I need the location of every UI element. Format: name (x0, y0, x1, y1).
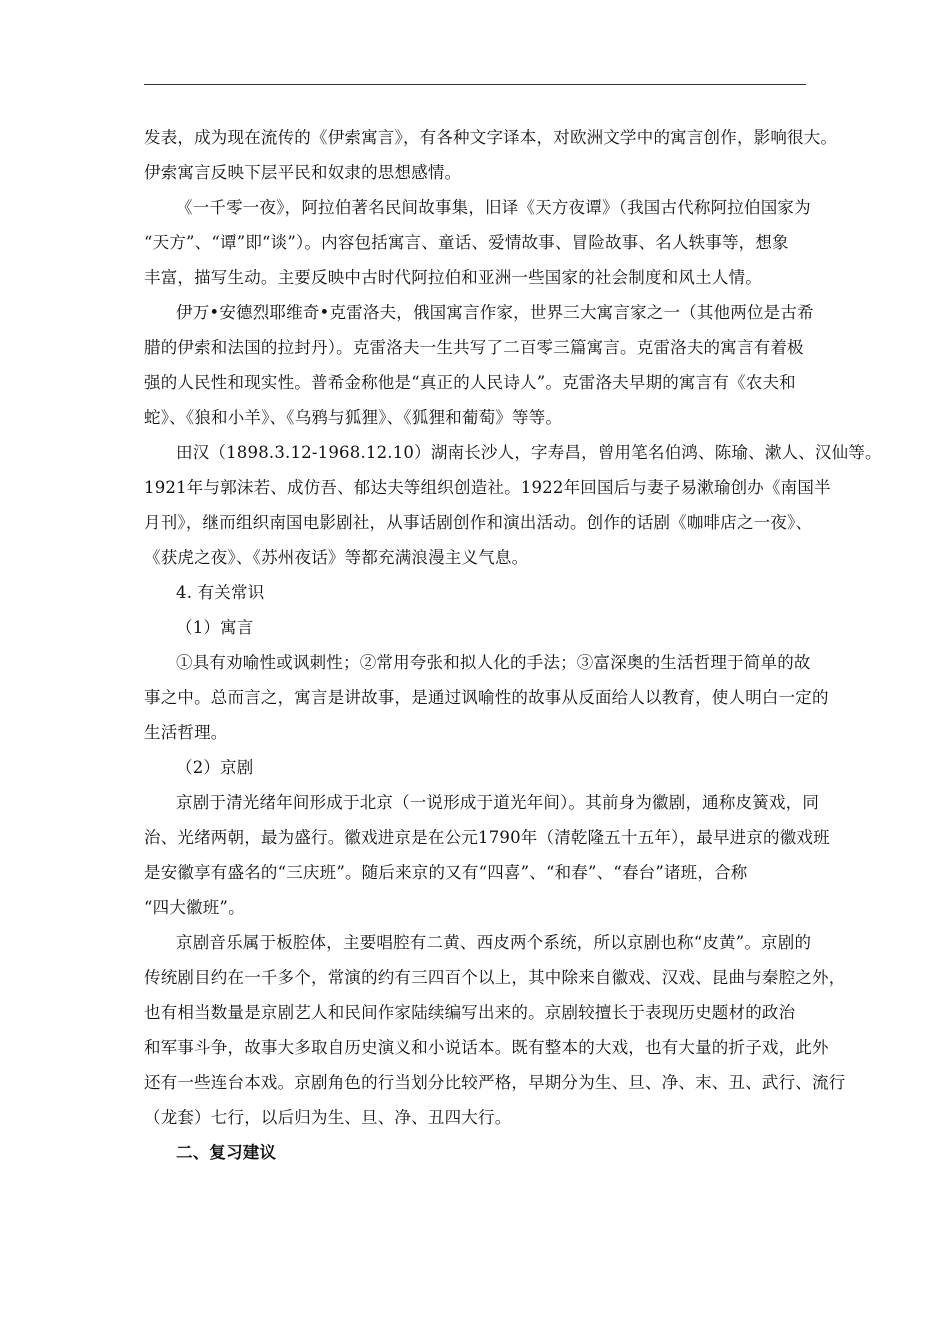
paragraph-arabian-nights (144, 190, 811, 295)
text-line: 传统剧目约在一千多个，常演的约有三四百个以上，其中除来自徽戏、汉戏、昆曲与秦腔之外， (144, 968, 846, 987)
text-line: 京剧音乐属于板腔体，主要唱腔有二黄、西皮两个系统，所以京剧也称“皮黄”。京剧的 (176, 933, 812, 952)
text-line: 也有相当数量是京剧艺人和民间作家陆续编写出来的。京剧较擅长于表现历史题材的政治 (144, 1003, 796, 1022)
text-line: 1921年与郭沫若、成仿吾、郁达夫等组织创造社。1922年回国后与妻子易漱瑜创办《南国半 (144, 478, 831, 497)
paragraph-tian-han (144, 435, 882, 575)
text-line: 腊的伊索和法国的拉封丹）。克雷洛夫一生共写了二百零三篇寓言。克雷洛夫的寓言有着极 (144, 338, 804, 357)
section-heading-review-suggestions: 二、复习建议 (176, 1143, 277, 1162)
text-line: 治、光绪两朝，最为盛行。徽戏进京是在公元1790年（清乾隆五十五年），最早进京的徽戏班 (144, 828, 830, 847)
paragraph-fable (144, 645, 829, 750)
text-line: 事之中。总而言之，寓言是讲故事，是通过讽喻性的故事从反面给人以教育，使人明白一定的 (144, 688, 829, 707)
paragraph-peking-opera-music (144, 925, 846, 1135)
text-line: “天方”、“谭”即“谈”）。内容包括寓言、童话、爱情故事、冒险故事、名人轶事等，想象 (144, 233, 789, 252)
header-rule (144, 84, 806, 85)
section-heading-common-knowledge: 4. 有关常识 (176, 583, 265, 602)
text-line: 是安徽享有盛名的“三庆班”。随后来京的又有“四喜”、“和春”、“春台”诸班，合称 (144, 863, 748, 882)
subheading-peking-opera: （2）京剧 (176, 758, 254, 777)
text-line: “四大徽班”。 (144, 898, 245, 917)
text-line: 京剧于清光绪年间形成于北京（一说形成于道光年间）。其前身为徽剧，通称皮簧戏，同 (176, 793, 820, 812)
paragraph-aesop (144, 120, 838, 190)
text-line: 强的人民性和现实性。普希金称他是“真正的人民诗人”。克雷洛夫早期的寓言有《农夫和 (144, 373, 796, 392)
text-line: （龙套）七行，以后归为生、旦、净、丑四大行。 (144, 1108, 512, 1127)
subheading-fable: （1）寓言 (176, 618, 254, 637)
text-line: 伊万•安德烈耶维奇•克雷洛夫，俄国寓言作家，世界三大寓言家之一（其他两位是古希 (176, 303, 814, 322)
text-line: 《一千零一夜》，阿拉伯著名民间故事集，旧译《天方夜谭》（我国古代称阿拉伯国家为 (176, 198, 811, 217)
text-line: 蛇》、《狼和小羊》、《乌鸦与狐狸》、《狐狸和葡萄》等等。 (144, 408, 563, 427)
text-line: 生活哲理。 (144, 723, 228, 742)
text-line: 发表，成为现在流传的《伊索寓言》，有各种文字译本，对欧洲文学中的寓言创作，影响很大。 (144, 128, 838, 147)
text-line: 伊索寓言反映下层平民和奴隶的思想感情。 (144, 163, 462, 182)
text-line: 还有一些连台本戏。京剧角色的行当划分比较严格，早期分为生、旦、净、末、丑、武行、流行 (144, 1073, 846, 1092)
text-line: 和军事斗争，故事大多取自历史演义和小说话本。既有整本的大戏，也有大量的折子戏，此外 (144, 1038, 829, 1057)
text-line: 田汉（1898.3.12-1968.12.10）湖南长沙人，字寿昌，曾用笔名伯鸿、陈瑜、漱人、汉仙等。 (176, 443, 882, 462)
document-body (144, 120, 882, 1170)
text-line: 《获虎之夜》、《苏州夜话》等都充满浪漫主义气息。 (144, 548, 529, 567)
text-line: 丰富，描写生动。主要反映中古时代阿拉伯和亚洲一些国家的社会制度和风土人情。 (144, 268, 762, 287)
paragraph-peking-opera-origin (144, 785, 830, 925)
paragraph-krylov (144, 295, 814, 435)
text-line: 月刊》，继而组织南国电影剧社，从事话剧创作和演出活动。创作的话剧《咖啡店之一夜》、 (144, 513, 813, 532)
text-line: ①具有劝喻性或讽刺性；②常用夸张和拟人化的手法；③富深奥的生活哲理于简单的故 (176, 653, 811, 672)
